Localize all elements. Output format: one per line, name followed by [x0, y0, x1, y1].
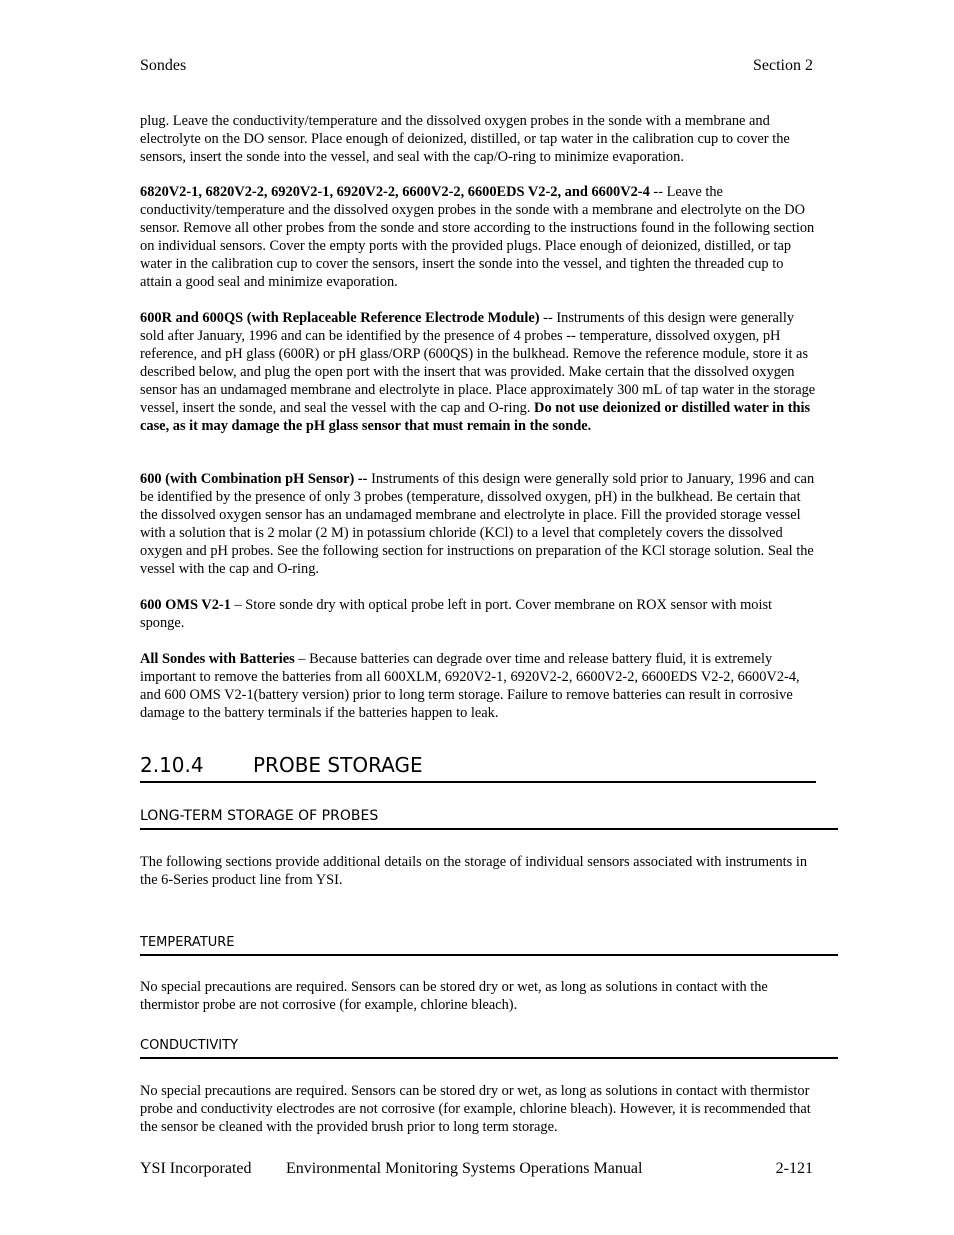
paragraph-600-oms [140, 596, 816, 632]
temperature-heading: TEMPERATURE [140, 935, 838, 956]
header-right: Section 2 [753, 57, 813, 74]
subsection-paragraph [140, 853, 816, 889]
section-heading [140, 753, 816, 783]
paragraph-text: – Store sonde dry with optical probe left in port. Cover membrane on ROX sensor with moist sponge. [140, 597, 773, 631]
paragraph-text: -- Leave the conductivity/temperature and the dissolved oxygen probes in the sonde with a membrane and electrolyte on the DO sensor. Remove all other probes from the sonde and store according to the instructions found in the following section on individual sensors. Cover the empty ports with the provided plugs. Place enough of deionized, distilled, or tap water in the calibration cup to cover the sensors, insert the sonde into the vessel, and tighten the threaded cup to attain a good seal and minimize evaporation. [140, 184, 815, 290]
paragraph-text: – Because batteries can degrade over time and release battery fluid, it is extremely important to remove the batteries from all 600XLM, 6920V2-1, 6920V2-2, 6600V2-2, 6600EDS V2-2, 6600V2-4, and 600 OMS V2-1(battery version) prior to long term storage. Failure to remove batteries can result in corrosive damage to the battery terminals if the batteries happen to leak. [140, 651, 800, 721]
conductivity-heading: CONDUCTIVITY [140, 1038, 838, 1059]
footer-page-number: 2-121 [775, 1160, 813, 1177]
paragraph-text: No special precautions are required. Sensors can be stored dry or wet, as long as solutions in contact with the thermistor probe are not corrosive (for example, chlorine bleach). [140, 979, 768, 1013]
paragraph-lead: 600 OMS V2-1 [140, 597, 231, 613]
paragraph-text: Instruments of this design were generally sold prior to January, 1996 and can be identified by the presence of only 3 probes (temperature, dissolved oxygen, pH) in the bulkhead. Be certain that the dissolved oxygen sensor has an undamaged membrane and electrolyte in place. Fill the provided storage vessel with a solution that is 2 molar (2 M) in potassium chloride (KCl) to a level that completely covers the dissolved oxygen and pH probes. See the following section for instructions on preparation of the KCl storage solution. Seal the vessel with the cap and O-ring. [140, 471, 815, 577]
paragraph-600r-600qs [140, 309, 816, 435]
paragraph-lead: 600 (with Combination pH Sensor) -- [140, 471, 368, 487]
footer-manual: Environmental Monitoring Systems Operations Manual [286, 1160, 643, 1177]
paragraph-lead: 600R and 600QS (with Replaceable Reference Electrode Module) [140, 310, 540, 326]
paragraph-600-combination [140, 470, 816, 578]
conductivity-paragraph [140, 1082, 816, 1136]
paragraph-lead: 6820V2-1, 6820V2-2, 6920V2-1, 6920V2-2, 6600V2-2, 6600EDS V2-2, and 6600V2-4 [140, 184, 650, 200]
paragraph-text: The following sections provide additional details on the storage of individual sensors associated with instruments in the 6-Series product line from YSI. [140, 854, 808, 888]
paragraph-warning: Do not use deionized or distilled water in this case, as it may damage the pH glass sensor that must remain in the sonde. [140, 400, 811, 434]
temperature-paragraph [140, 978, 816, 1014]
paragraph-v2-models [140, 183, 816, 291]
paragraph-lead: All Sondes with Batteries [140, 651, 295, 667]
paragraph-text: No special precautions are required. Sensors can be stored dry or wet, as long as solutions in contact with thermistor probe and conductivity electrodes are not corrosive (for example, chlorine bleach). However, it is recommended that the sensor be cleaned with the provided brush prior to long term storage. [140, 1083, 811, 1135]
subsection-heading: LONG-TERM STORAGE OF PROBES [140, 808, 838, 830]
section-number: 2.10.4 [140, 753, 204, 777]
section-title: PROBE STORAGE [253, 753, 423, 777]
footer-company: YSI Incorporated [140, 1160, 252, 1177]
header-left: Sondes [140, 57, 187, 74]
paragraph-plug [140, 112, 816, 166]
paragraph-text: plug. Leave the conductivity/temperature and the dissolved oxygen probes in the sonde with a membrane and electrolyte on the DO sensor. Place enough of deionized, distilled, or tap water in the calibration cup to cover the sensors, insert the sonde into the vessel, and seal with the cap/O-ring to minimize evaporation. [140, 113, 790, 165]
paragraph-text: -- Instruments of this design were generally sold after January, 1996 and can be identified by the presence of 4 probes -- temperature, dissolved oxygen, pH reference, and pH glass (600R) or pH glass/ORP (600QS) in the bulkhead. Remove the reference module, store it as described below, and plug the open port with the insert that was provided. Make certain that the dissolved oxygen sensor has an undamaged membrane and electrolyte in place. Place approximately 300 mL of tap water in the storage vessel, insert the sonde, and seal the vessel with the cap and O-ring. [140, 310, 816, 416]
paragraph-batteries [140, 650, 816, 722]
